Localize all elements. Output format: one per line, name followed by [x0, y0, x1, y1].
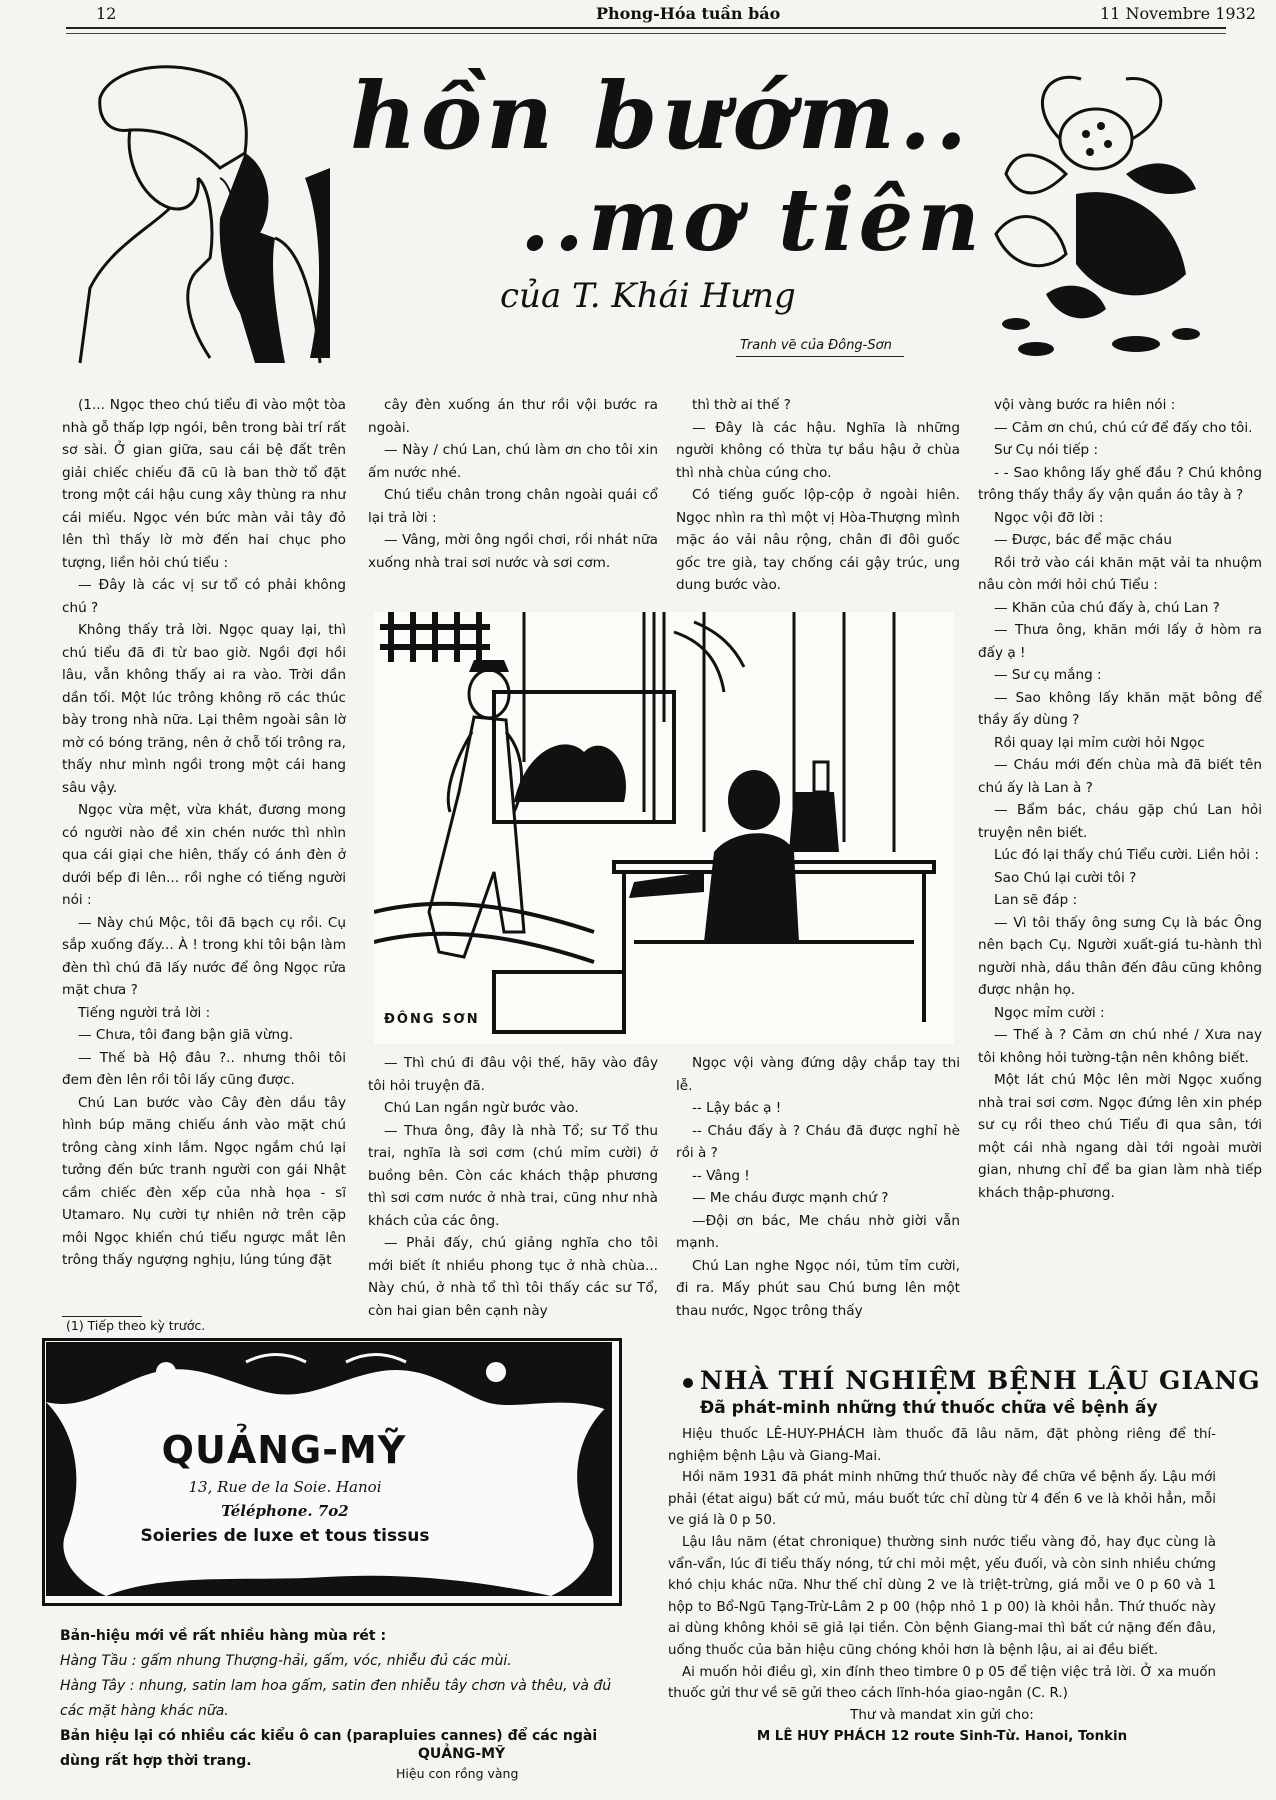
issue-date: 11 Novembre 1932 [1100, 4, 1256, 23]
paragraph: Lan sẽ đáp : [994, 892, 1078, 908]
clinic-subhead: Đã phát-minh những thứ thuốc chữa về bệnh ấy [700, 1398, 1158, 1418]
ad-line: Bản-hiệu mới về rất nhiều hàng mùa rét : [60, 1628, 387, 1644]
paragraph: Chú Lan nghe Ngọc nói, tủm tỉm cười, đi ra. Mấy phút sau Chú bưng lên một thau nước, Ngọc trông thấy [676, 1257, 960, 1319]
clinic-ad-copy [668, 1424, 1216, 1748]
paragraph: — Thưa ông, đây là nhà Tổ; sư Tổ thu trai, nghĩa là sơi cơm (chú mỉm cười) ở buồng bên. Còn các khách thập phương thì sơi cơm nước ở nhà trai, cũng như nhà khách của các ông. [368, 1122, 658, 1229]
bullet-dot-icon [683, 1378, 693, 1388]
story-column-3-bottom [676, 1052, 960, 1342]
paragraph: Lúc đó lại thấy chú Tiểu cười. Liền hỏi : [994, 847, 1259, 863]
paragraph: Sư Cụ nói tiếp : [994, 442, 1099, 458]
paragraph: — Cháu mới đến chùa mà đã biết tên chú ấy là Lan à ? [978, 757, 1262, 796]
quang-my-signature: QUẢNG-MỸ [418, 1746, 506, 1762]
paragraph: — Đây là các vị sư tổ có phải không chú ? [62, 577, 346, 616]
ad-paragraph: Ai muốn hỏi điều gì, xin đính theo timbre 0 p 05 để tiện việc trả lời. Ở xa muốn thuốc gửi thư về sẽ gửi theo cách lĩnh-hóa giao-ngân (C. R.) [668, 1664, 1216, 1702]
story-column-2-bottom [368, 1052, 658, 1342]
paragraph: Ngọc vội vàng đứng dậy chắp tay thi lễ. [676, 1055, 960, 1094]
paragraph: — Sao không lấy khăn mặt bông để thầy ấy dùng ? [978, 689, 1262, 728]
paragraph: — Me cháu được mạnh chứ ? [692, 1190, 889, 1206]
paragraph: — Này / chú Lan, chú làm ơn cho tôi xin ấm nước nhé. [368, 442, 658, 481]
ad-paragraph: Hiệu thuốc LÊ-HUY-PHÁCH làm thuốc đã lâu năm, đặt phòng riêng để thí-nghiệm bệnh Lậu và Giang-Mai. [668, 1427, 1216, 1464]
paragraph: cây đèn xuống án thư rồi vội bước ra ngoài. [368, 397, 658, 436]
paragraph: Chú Lan ngần ngừ bước vào. [384, 1100, 579, 1116]
paragraph: — Được, bác để mặc cháu [994, 532, 1172, 548]
mail-note: Thư và mandat xin gửi cho: [850, 1707, 1034, 1723]
temple-scene-illustration [374, 612, 954, 1044]
story-column-4 [978, 394, 1262, 1334]
quang-my-telephone: Téléphone. 7o2 [221, 1502, 349, 1520]
story-title-line1: hồn bướm.. [350, 62, 972, 170]
paragraph: (1... Ngọc theo chú tiểu đi vào một tòa nhà gỗ thấp lợp ngói, bên trong bài trí rất sơ sài. Ở gian giữa, sau cái bệ đất trên giải chiếc chiếu đã cũ là ban thờ tổ đặt trong một cái hậu cung xây thùng ra như cái miếu. Ngọc vén bức màn vải tây đỏ lên thì thấy lờ mờ đến hai chục pho tượng, liền hỏi chú tiểu : [62, 397, 346, 571]
ad-line: Hàng Tầu : gấm nhung Thượng-hải, gấm, vóc, nhiễu đủ các mùi. [60, 1653, 512, 1669]
clinic-headline: NHÀ THÍ NGHIỆM BỆNH LẬU GIANG [700, 1366, 1261, 1395]
paragraph: vội vàng bước ra hiên nói : [994, 397, 1176, 413]
paragraph: Sao Chú lại cười tôi ? [994, 869, 1137, 886]
ad-paragraph: Hồi năm 1931 đã phát minh những thứ thuốc này đề chữa về bệnh ấy. Lậu mới phải (état aigu) bất cứ mủ, máu buốt tức chỉ dùng từ 4 đến 6 ve là khỏi hẳn, mỗi ve giá là 0 p 50. [668, 1470, 1216, 1529]
praying-woman-illustration [70, 58, 330, 368]
paragraph: Không thấy trả lời. Ngọc quay lại, thì chú tiểu đã đi từ bao giờ. Ngồi đợi hồi lâu, vẫn không thấy ai ra vào. Trời dần dần tối. Một lúc trông không rõ các thúc bày trong nhà nữa. Lại thêm ngoài sân lờ mờ có bóng trăng, nên ở chỗ tối trông ra, thấy như mình ngồi trong một cái hang sâu vậy. [62, 622, 346, 796]
paragraph: — Vì tôi thấy ông sưng Cụ là bác Ông nên bạch Cụ. Người xuất-giá tu-hành thì người nhà, dầu thân đến đâu cũng không được nhận họ. [978, 914, 1262, 998]
credit-underline [736, 356, 904, 357]
paragraph: Chú tiểu chân trong chân ngoài quái cổ lại trả lời : [368, 487, 658, 526]
paragraph: — Chưa, tôi đang bận giã vừng. [78, 1027, 294, 1043]
illustration-signature: ĐÔNG SƠN [384, 1012, 480, 1027]
paragraph: Ngọc vội đỡ lời : [994, 509, 1104, 526]
paragraph: — Này chú Mộc, tôi đã bạch cụ rồi. Cụ sắp xuống đấy... À ! trong khi tôi bận làm đèn thì chú đã lấy nước để ông Ngọc rửa mặt chưa ? [62, 914, 346, 998]
quang-my-tagline: Soieries de luxe et tous tissus [140, 1526, 430, 1546]
quang-my-brand: QUẢNG-MỸ [161, 1428, 407, 1472]
story-author: của T. Khái Hưng [500, 276, 796, 316]
paragraph: — Thế bà Hộ đâu ?.. nhưng thôi tôi đem đèn lên rồi tôi lấy cũng được. [62, 1049, 346, 1088]
quang-my-signature-sub: Hiệu con rồng vàng [396, 1766, 519, 1781]
story-column-2-top [368, 394, 658, 599]
paragraph: — Thì chú đi đâu vội thế, hãy vào đây tôi hỏi truyện đã. [368, 1055, 658, 1094]
publication-name: Phong-Hóa tuần báo [596, 4, 781, 23]
paragraph: thì thờ ai thế ? [692, 397, 791, 413]
story-column-1 [62, 394, 346, 1314]
ad-line: Bản hiệu lại có nhiều các kiểu ô can (parapluies cannes) để các ngài dùng rất hợp thời trang. [60, 1728, 598, 1769]
header-rule [66, 27, 1226, 29]
paragraph: Chú Lan bước vào Cây đèn dầu tây hình búp măng chiếu ánh vào mặt chú trông càng xinh lắm. Ngọc ngắm chú lại tưởng đến bức tranh người con gái Nhật cầm chiếc đèn xếp của nhà họa - sĩ Utamaro. Nụ cười tự nhiên nở trên cặp môi Ngọc khiến chú tiểu ngược mắt lên trông thấy ngượng nghịu, lúng túng đặt [62, 1094, 346, 1268]
page-number: 12 [96, 4, 117, 23]
paragraph: — Thưa ông, khăn mới lấy ở hòm ra đấy ạ ! [978, 622, 1262, 661]
story-column-3-top [676, 394, 960, 604]
paragraph: Ngọc mỉm cười : [994, 1004, 1105, 1021]
paragraph: Rồi trở vào cái khăn mặt vải ta nhuộm nâu còn mới hỏi chú Tiểu : [978, 554, 1262, 593]
paragraph: — Đây là các hậu. Nghĩa là những người không có thừa tự bầu hậu ở chùa thì nhà chùa cúng cho. [676, 419, 960, 481]
paragraph: Ngọc vừa mệt, vừa khát, đương mong có người nào đề xin chén nước thì nhìn qua cái giại che hiên, thấy có ánh đèn ở dưới bếp đi lên... rồi nghe có tiếng người nói : [62, 802, 346, 908]
mail-address: M LÊ HUY PHÁCH 12 route Sinh-Từ. Hanoi, Tonkin [756, 1729, 1128, 1745]
quang-my-ad-copy [60, 1624, 630, 1774]
illustration-credit: Tranh vẽ của Đông-Sơn [740, 338, 892, 353]
paragraph: Rồi quay lại mỉm cười hỏi Ngọc [994, 734, 1205, 751]
paragraph: -- Lậy bác ạ ! [692, 1100, 782, 1116]
story-title-line2: ..mơ tiên [520, 170, 984, 271]
paragraph: -- Cháu đấy à ? Cháu đã được nghỉ hè rồi à ? [676, 1122, 960, 1161]
paragraph: Một lát chú Mộc lên mời Ngọc xuống nhà trai sơi cơm. Ngọc đứng lên xin phép sư cụ rồi theo chú Tiểu đi qua sân, tới một cái nhà ngang dài tới ngoài mười gian, nhưng chỉ để ba gian làm nhà tiếp khách thập-phương. [978, 1072, 1262, 1201]
paragraph: — Phải đấy, chú giảng nghĩa cho tôi mới biết ít nhiều phong tục ở nhà chùa... Này chú, ở nhà tổ thì tôi thấy các sư Tổ, còn hai gian bên cạnh này [368, 1235, 658, 1319]
paragraph: - - Sao không lấy ghế đầu ? Chú không trông thấy thầy ấy vận quần áo tây à ? [978, 464, 1262, 503]
paragraph: — Khăn của chú đấy à, chú Lan ? [994, 599, 1220, 616]
paragraph: — Vâng, mời ông ngồi chơi, rồi nhát nữa xuống nhà trai sơi nước và sơi cơm. [368, 532, 658, 571]
paragraph: — Thế à ? Cảm ơn chú nhé / Xưa nay tôi không hỏi tường-tận nên không biết. [978, 1027, 1262, 1066]
ad-paragraph: Lậu lâu năm (état chronique) thường sinh nước tiểu vàng đỏ, hay đục cùng là vẩn-vẩn, lúc đi tiểu thấy nóng, tứ chi mỏi mệt, yếu đuối, và còn sinh nhiều chứng khó chịu khác nữa. Như thế chỉ dùng 2 ve là triệt-trừng, giá mỗi ve 0 p 60 và 1 hộp to Bổ-Ngũ Tạng-Trừ-Lâm 2 p 00 (hộp nhỏ 1 p 00) là khỏi hẳn. Thứ thuốc này ai dùng không khỏi sẽ giả lại tiền. Còn bệnh Giang-mai thì bất cứ nặng đến đâu, uống thuốc của bản hiệu cũng chóng khỏi hơn là bệnh lậu, ai ai đều biết. [668, 1534, 1216, 1658]
paragraph: -- Vâng ! [692, 1167, 750, 1184]
footnote: (1) Tiếp theo kỳ trước. [66, 1318, 206, 1333]
paragraph: Tiếng người trả lời : [78, 1004, 211, 1021]
footnote-rule [62, 1316, 142, 1317]
paragraph: —Đội ơn bác, Me cháu nhờ giời vẫn mạnh. [676, 1212, 960, 1251]
quang-my-address: 13, Rue de la Soie. Hanoi [188, 1478, 382, 1496]
paragraph: — Sư cụ mắng : [994, 667, 1102, 683]
header-rule-thin [66, 33, 1226, 34]
paragraph: — Cảm ơn chú, chú cứ để đấy cho tôi. [994, 419, 1253, 436]
ad-line: Hàng Tây : nhung, satin lam hoa gấm, satin đen nhiễu tây chơn và thêu, và đủ các mặt hàng khác nữa. [60, 1678, 612, 1719]
paragraph: Có tiếng guốc lộp-cộp ở ngoài hiên. Ngọc nhìn ra thì một vị Hòa-Thượng mình mặc áo vải nâu rộng, chân đi đôi guốc gốc tre già, tay chống cái gậy trúc, ung dung bước vào. [676, 487, 960, 593]
paragraph: — Bẩm bác, cháu gặp chú Lan hỏi truyện nên biết. [978, 802, 1262, 841]
lotus-illustration [986, 64, 1222, 364]
